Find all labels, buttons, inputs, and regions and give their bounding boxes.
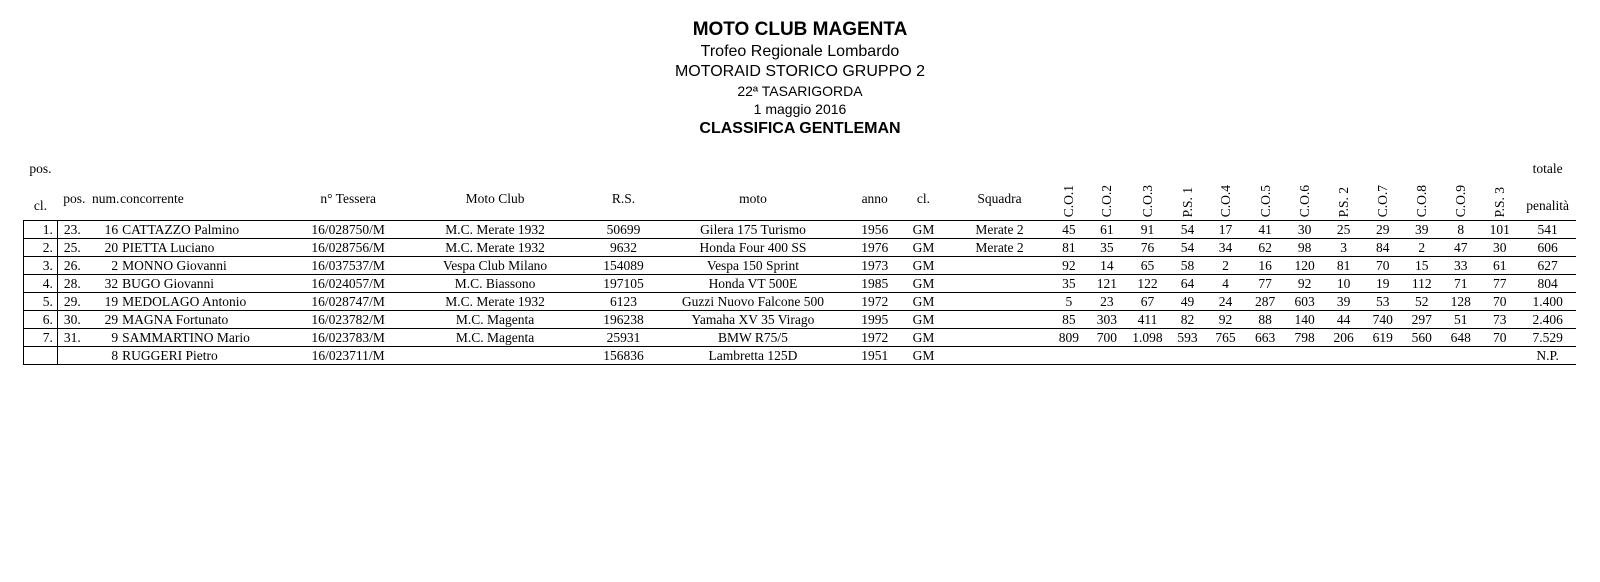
header-co2: C.O.2 [1099, 184, 1115, 217]
cell-anno: 1972 [861, 294, 889, 309]
table-row [24, 329, 1577, 347]
cell-co8: 39 [1414, 222, 1429, 237]
cell-co4 [1206, 347, 1245, 365]
cell-co3 [1126, 347, 1169, 365]
cell-moto-club: Vespa Club Milano [442, 258, 548, 273]
cell-tessera: 16/028750/M [311, 222, 385, 237]
cell-moto-club [397, 347, 592, 365]
cell-ps2 [1324, 347, 1363, 365]
cell-num: 32 [104, 276, 119, 291]
cell-moto: Guzzi Nuovo Falcone 500 [681, 294, 824, 309]
cell-num: 19 [104, 294, 119, 309]
cell-pos-cl: 2. [24, 239, 58, 257]
cell-co2 [1088, 347, 1126, 365]
cell-co7: 740 [1372, 312, 1393, 327]
header-pos-cl [24, 160, 58, 221]
cell-ps2: 206 [1333, 330, 1354, 345]
cell-co3: 76 [1140, 240, 1155, 255]
cell-totale: 1.400 [1532, 294, 1563, 309]
cell-co3: 65 [1140, 258, 1155, 273]
cell-ps1: 82 [1180, 312, 1195, 327]
cell-co4: 2 [1222, 258, 1229, 273]
header-rs: R.S. [611, 191, 636, 206]
cell-co7: 619 [1372, 330, 1393, 345]
cell-co1: 81 [1062, 240, 1076, 255]
cell-moto: Lambretta 125D [708, 348, 798, 363]
cell-concorrente: MEDOLAGO Antonio [122, 294, 247, 309]
cell-co9 [1441, 347, 1480, 365]
cell-co7 [1363, 347, 1402, 365]
cell-pos: 26. [63, 258, 81, 273]
cell-co5: 287 [1254, 294, 1276, 309]
cell-co6: 30 [1297, 222, 1312, 237]
cell-totale: N.P. [1536, 348, 1559, 363]
cell-co7: 84 [1375, 240, 1390, 255]
cell-co5: 77 [1258, 276, 1272, 291]
cell-ps3: 77 [1493, 276, 1507, 291]
cell-ps3 [1480, 347, 1519, 365]
cell-tessera: 16/023782/M [311, 312, 385, 327]
cell-co9: 33 [1454, 258, 1468, 273]
cell-co2: 35 [1100, 240, 1114, 255]
cell-co2: 700 [1096, 330, 1117, 345]
cell-concorrente: SAMMARTINO Mario [122, 330, 250, 345]
cell-cl: GM [912, 294, 935, 309]
cell-totale: 2.406 [1532, 312, 1563, 327]
header-ps2: P.S. 2 [1336, 186, 1352, 217]
header-ps1: P.S. 1 [1180, 186, 1196, 217]
cell-pos: 30. [63, 312, 81, 327]
cell-squadra: Merate 2 [975, 240, 1024, 255]
header-co4: C.O.4 [1218, 184, 1234, 217]
header-pos: pos. [63, 191, 86, 206]
cell-co6: 140 [1294, 312, 1315, 327]
cell-moto-club: M.C. Magenta [455, 330, 535, 345]
cell-ps2: 3 [1340, 240, 1348, 255]
cell-rs: 6123 [609, 294, 637, 309]
cell-cl: GM [912, 240, 935, 255]
cell-co5 [1245, 347, 1285, 365]
header-tessera: n° Tessera [320, 191, 376, 206]
header-co5: C.O.5 [1257, 184, 1273, 217]
header-moto-club: Moto Club [465, 191, 525, 206]
header-anno: anno [861, 191, 888, 206]
cell-co4: 4 [1222, 276, 1229, 291]
cell-co4: 24 [1218, 294, 1233, 309]
cell-pos: 28. [63, 276, 81, 291]
header-row [24, 160, 1577, 221]
header-pos-cl-line2: cl. [33, 198, 48, 213]
cell-co9: 47 [1454, 240, 1468, 255]
cell-ps2: 10 [1336, 276, 1351, 291]
cell-ps3: 70 [1493, 294, 1507, 309]
cell-co8: 52 [1414, 294, 1429, 309]
header-co3: C.O.3 [1139, 184, 1155, 217]
cell-pos: 25. [63, 240, 81, 255]
header-squadra: Squadra [977, 191, 1022, 206]
results-body [24, 221, 1577, 365]
cell-pos-cl: 6. [24, 311, 58, 329]
cell-tessera: 16/037537/M [311, 258, 385, 273]
cell-totale: 804 [1537, 276, 1558, 291]
cell-moto-club: M.C. Merate 1932 [445, 294, 545, 309]
cell-moto: Yamaha XV 35 Virago [691, 312, 815, 327]
classifica-title: CLASSIFICA GENTLEMAN [699, 120, 901, 137]
cell-pos-cl: 4. [24, 275, 58, 293]
cell-ps1: 64 [1180, 276, 1195, 291]
cell-pos: 29. [63, 294, 81, 309]
cell-co5: 16 [1258, 258, 1272, 273]
cell-ps3: 73 [1493, 312, 1507, 327]
cell-anno: 1985 [861, 276, 889, 291]
cell-anno: 1956 [861, 222, 889, 237]
cell-moto-club: M.C. Merate 1932 [445, 240, 545, 255]
cell-num: 9 [111, 330, 119, 345]
table-row [24, 239, 1577, 257]
cell-ps1: 49 [1180, 294, 1195, 309]
cell-co3: 91 [1140, 222, 1155, 237]
header-ps3: P.S. 3 [1492, 186, 1508, 217]
cell-rs: 25931 [606, 330, 641, 345]
cell-moto-club: M.C. Magenta [455, 312, 535, 327]
cell-rs: 9632 [609, 240, 637, 255]
header-concorrente: concorrente [120, 191, 184, 206]
cell-tessera: 16/023783/M [311, 330, 385, 345]
cell-moto: BMW R75/5 [718, 330, 788, 345]
cell-co8: 297 [1411, 312, 1432, 327]
cell-ps1: 58 [1180, 258, 1195, 273]
cell-ps1: 54 [1180, 222, 1195, 237]
cell-co2: 61 [1100, 222, 1114, 237]
cell-pos: 23. [63, 222, 81, 237]
event-date: 1 maggio 2016 [753, 101, 847, 117]
cell-rs: 154089 [603, 258, 644, 273]
cell-tessera: 16/028747/M [311, 294, 385, 309]
cell-num: 2 [111, 258, 119, 273]
cell-co5: 62 [1258, 240, 1272, 255]
cell-ps2: 39 [1336, 294, 1351, 309]
cell-ps3: 101 [1489, 222, 1510, 237]
cell-cl: GM [912, 222, 935, 237]
cell-co8: 15 [1414, 258, 1429, 273]
header-totale-line1: totale [1532, 161, 1563, 176]
cell-pos-cl: 3. [24, 257, 58, 275]
cell-ps3: 61 [1493, 258, 1507, 273]
cell-co5: 663 [1254, 330, 1276, 345]
cell-ps1: 54 [1180, 240, 1195, 255]
cell-num: 16 [104, 222, 119, 237]
cell-co7: 70 [1375, 258, 1390, 273]
cell-squadra: Merate 2 [975, 222, 1024, 237]
cell-co3: 122 [1137, 276, 1158, 291]
cell-totale: 7.529 [1532, 330, 1563, 345]
cell-totale: 541 [1537, 222, 1558, 237]
cell-num: 8 [111, 348, 119, 363]
results-table-container [23, 160, 1576, 365]
cell-concorrente: MONNO Giovanni [122, 258, 227, 273]
results-table [23, 160, 1576, 365]
cell-co3: 1.098 [1132, 330, 1163, 345]
cell-co1: 85 [1062, 312, 1076, 327]
cell-cl: GM [912, 312, 935, 327]
cell-co6: 603 [1294, 294, 1315, 309]
cell-co4: 17 [1218, 222, 1233, 237]
cell-cl: GM [912, 258, 935, 273]
cell-co1: 35 [1062, 276, 1076, 291]
header-co1: C.O.1 [1061, 184, 1077, 217]
cell-anno: 1972 [861, 330, 889, 345]
cell-anno: 1973 [861, 258, 889, 273]
cell-cl: GM [912, 348, 935, 363]
cell-squadra [949, 293, 1050, 311]
cell-pos-cl: 5. [24, 293, 58, 311]
cell-moto: Vespa 150 Sprint [706, 258, 800, 273]
cell-co8 [1402, 347, 1441, 365]
cell-co6: 798 [1294, 330, 1315, 345]
motoraid-title: MOTORAID STORICO GRUPPO 2 [674, 63, 926, 80]
cell-co1: 45 [1062, 222, 1076, 237]
cell-co6: 120 [1294, 258, 1315, 273]
cell-co6 [1285, 347, 1324, 365]
cell-co5: 41 [1258, 222, 1272, 237]
header-pos-cl-line1: pos. [29, 161, 52, 176]
cell-squadra [949, 311, 1050, 329]
cell-ps3: 70 [1493, 330, 1507, 345]
cell-pos [57, 347, 91, 365]
cell-co6: 92 [1297, 276, 1312, 291]
cell-co9: 51 [1454, 312, 1468, 327]
table-row [24, 221, 1577, 239]
cell-anno: 1951 [861, 348, 889, 363]
cell-co9: 8 [1457, 222, 1465, 237]
cell-concorrente: BUGO Giovanni [122, 276, 214, 291]
cell-rs: 50699 [606, 222, 641, 237]
cell-concorrente: PIETTA Luciano [122, 240, 215, 255]
cell-co4: 92 [1218, 312, 1233, 327]
header-co9: C.O.9 [1453, 184, 1469, 217]
table-row [24, 257, 1577, 275]
cell-rs: 156836 [603, 348, 644, 363]
edition-title: 22ª TASARIGORDA [737, 83, 863, 99]
cell-co9: 71 [1454, 276, 1468, 291]
cell-co7: 53 [1375, 294, 1390, 309]
cell-co9: 128 [1450, 294, 1471, 309]
cell-moto: Gilera 175 Turismo [700, 222, 806, 237]
cell-tessera: 16/024057/M [311, 276, 385, 291]
cell-concorrente: CATTAZZO Palmino [122, 222, 240, 237]
cell-co2: 303 [1096, 312, 1117, 327]
cell-num: 29 [104, 312, 119, 327]
cell-ps2: 44 [1336, 312, 1351, 327]
header-co6: C.O.6 [1297, 184, 1313, 217]
cell-moto-club: M.C. Biassono [454, 276, 536, 291]
cell-co6: 98 [1297, 240, 1312, 255]
cell-pos-cl: 1. [24, 221, 58, 239]
cell-ps2: 25 [1336, 222, 1351, 237]
cell-pos-cl: 7. [24, 329, 58, 347]
cell-co1: 809 [1058, 330, 1079, 345]
cell-co7: 19 [1375, 276, 1390, 291]
cell-totale: 606 [1537, 240, 1558, 255]
cell-co4: 765 [1215, 330, 1236, 345]
cell-tessera: 16/023711/M [311, 348, 385, 363]
header-moto: moto [739, 191, 767, 206]
cell-co7: 29 [1375, 222, 1390, 237]
cell-rs: 196238 [603, 312, 644, 327]
club-title: MOTO CLUB MAGENTA [692, 19, 908, 40]
header-totale [1519, 160, 1576, 221]
table-row [24, 311, 1577, 329]
header-totale-line2: penalità [1526, 198, 1570, 213]
cell-co1: 92 [1062, 258, 1076, 273]
cell-anno: 1976 [861, 240, 889, 255]
cell-co9: 648 [1450, 330, 1471, 345]
cell-squadra [949, 275, 1050, 293]
table-row [24, 347, 1577, 365]
cell-co2: 121 [1096, 276, 1117, 291]
cell-ps1: 593 [1177, 330, 1198, 345]
cell-co3: 411 [1137, 312, 1158, 327]
cell-moto: Honda Four 400 SS [699, 240, 807, 255]
cell-moto-club: M.C. Merate 1932 [445, 222, 545, 237]
cell-concorrente: MAGNA Fortunato [122, 312, 229, 327]
cell-co8: 112 [1411, 276, 1432, 291]
cell-cl: GM [912, 276, 935, 291]
header-co7: C.O.7 [1375, 184, 1391, 217]
cell-ps1 [1169, 347, 1206, 365]
cell-co1: 5 [1065, 294, 1073, 309]
cell-concorrente: RUGGERI Pietro [122, 348, 218, 363]
document-header [0, 18, 1600, 139]
cell-moto: Honda VT 500E [708, 276, 798, 291]
cell-ps3: 30 [1493, 240, 1507, 255]
cell-tessera: 16/028756/M [311, 240, 385, 255]
cell-pos-cl [24, 347, 58, 365]
cell-co3: 67 [1140, 294, 1155, 309]
cell-totale: 627 [1537, 258, 1558, 273]
cell-co4: 34 [1218, 240, 1233, 255]
cell-rs: 197105 [603, 276, 644, 291]
cell-co2: 14 [1100, 258, 1114, 273]
table-row [24, 275, 1577, 293]
cell-cl: GM [912, 330, 935, 345]
cell-num: 20 [104, 240, 119, 255]
cell-co2: 23 [1100, 294, 1114, 309]
cell-anno: 1995 [861, 312, 889, 327]
table-row [24, 293, 1577, 311]
cell-squadra [949, 257, 1050, 275]
header-co8: C.O.8 [1414, 184, 1430, 217]
cell-pos: 31. [63, 330, 81, 345]
cell-co5: 88 [1258, 312, 1272, 327]
header-num: num. [92, 191, 120, 206]
cell-co8: 560 [1411, 330, 1432, 345]
cell-co8: 2 [1418, 240, 1426, 255]
cell-squadra [949, 347, 1050, 365]
header-cl: cl. [916, 191, 931, 206]
cell-squadra [949, 329, 1050, 347]
cell-ps2: 81 [1336, 258, 1351, 273]
trofeo-title: Trofeo Regionale Lombardo [700, 43, 900, 60]
cell-co1 [1050, 347, 1088, 365]
